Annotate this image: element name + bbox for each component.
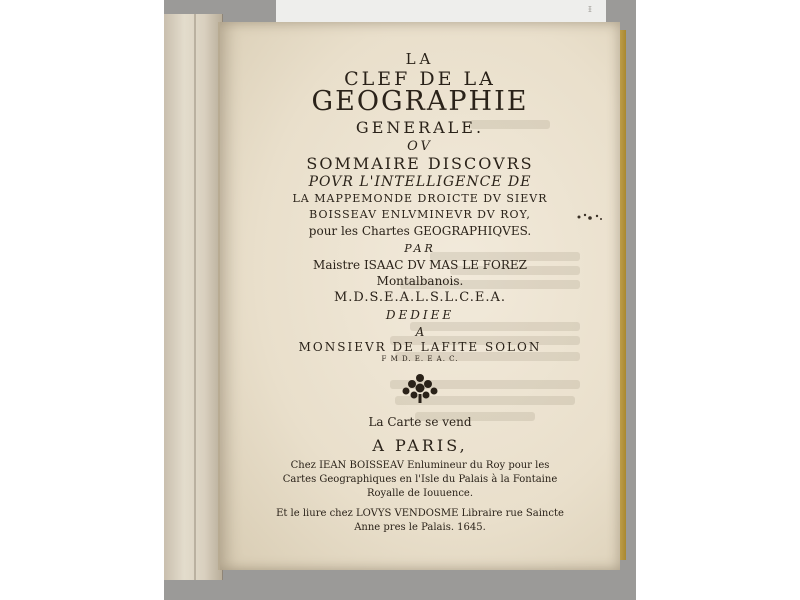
title-line-geographie: GEOGRAPHIE	[311, 86, 529, 117]
title-line-la: LA	[405, 50, 435, 68]
subtitle-line-sommaire: SOMMAIRE DISCOVRS	[306, 154, 534, 173]
author-label-par: PAR	[404, 242, 436, 255]
subtitle-line-pour: POVR L'INTELLIGENCE DE	[308, 174, 532, 190]
subtitle-line-mappemonde: LA MAPPEMONDE DROICTE DV SIEVR	[292, 192, 548, 205]
author-initials: M.D.S.E.A.L.S.L.C.E.A.	[333, 290, 507, 305]
book-photo	[164, 0, 636, 600]
ink-smudge	[575, 210, 605, 224]
title-line-clef: CLEF DE LA	[344, 68, 496, 90]
dedication-label: DEDIEE	[385, 308, 455, 322]
title-line-generale: GENERALE.	[355, 118, 485, 137]
imprint-line-3: Royalle de Iouuence.	[366, 488, 474, 499]
author-origin: Montalbanois.	[376, 274, 464, 288]
binding-edge	[194, 14, 196, 580]
subtitle-line-chartes: pour les Chartes GEOGRAPHIQVES.	[308, 224, 532, 238]
top-paper-strip	[276, 0, 606, 22]
imprint-city: A PARIS,	[372, 436, 468, 455]
dedicatee-name: MONSIEVR DE LAFITE SOLON	[298, 340, 542, 354]
fleuron-ornament-icon	[400, 372, 440, 404]
book-binding	[164, 14, 223, 580]
imprint-line-2: Cartes Geographiques en l'Isle du Palais à la Fontaine	[282, 474, 558, 485]
sale-notice: La Carte se vend	[368, 415, 472, 429]
title-page-text	[220, 22, 620, 570]
dedication-a: A	[415, 325, 425, 339]
imprint-line-5: Anne pres le Palais. 1645.	[354, 522, 486, 533]
title-page	[218, 22, 620, 570]
title-line-ou: OV	[407, 139, 433, 154]
author-name: Maistre ISAAC DV MAS LE FOREZ	[313, 258, 527, 272]
imprint-line-1: Chez IEAN BOISSEAV Enlumineur du Roy pour les	[290, 460, 550, 471]
corner-mark: ᵻ	[587, 2, 592, 15]
subtitle-line-boisseau: BOISSEAV ENLVMINEVR DV ROY,	[309, 208, 531, 221]
imprint-line-4: Et le liure chez LOVYS VENDOSME Libraire rue Saincte	[276, 508, 564, 519]
dedicatee-initials: F M D. E. E A. C.	[381, 355, 459, 363]
